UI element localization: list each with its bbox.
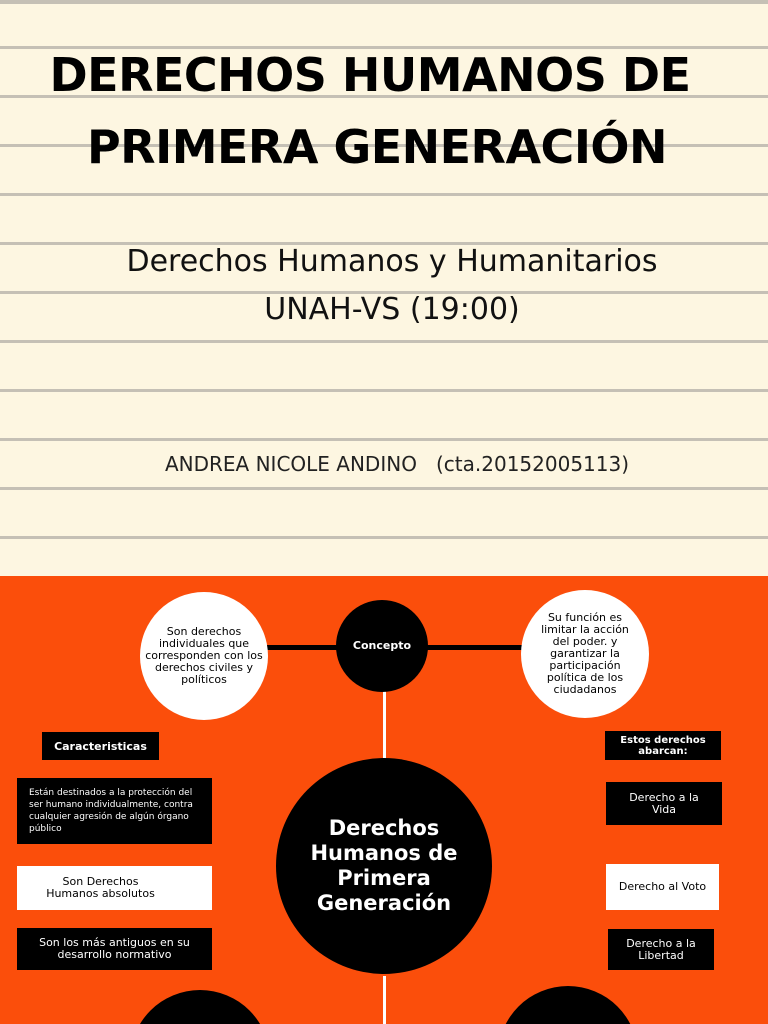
characteristic-item-2: Son Derechos Humanos absolutos (17, 866, 212, 910)
course-name: Derechos Humanos y Humanitarios (126, 244, 658, 279)
concept-label: Concepto (352, 639, 412, 652)
concept-map (0, 576, 768, 1024)
connector-vertical-bottom (383, 976, 386, 1024)
includes-label: Estos derechos abarcan: (605, 731, 721, 760)
connector-vertical-top (383, 691, 386, 761)
author-line: ANDREA NICOLE ANDINO (cta.20152005113) (164, 452, 630, 476)
central-node (276, 758, 492, 974)
includes-item-1: Derecho a la Vida (606, 782, 722, 825)
page-title-line-1: DERECHOS HUMANOS DE (49, 48, 691, 102)
includes-item-3: Derecho a la Libertad (608, 929, 714, 970)
concept-left-node (140, 592, 268, 720)
includes-item-2: Derecho al Voto (606, 864, 719, 910)
central-title: Derechos Humanos de Primera Generación (310, 816, 458, 915)
course-section: UNAH-VS (19:00) (264, 292, 520, 327)
concept-left-text: Son derechos individuales que corresponden con los derechos civiles y políticos (145, 625, 263, 686)
concept-node (336, 600, 428, 692)
characteristics-label: Caracteristicas (42, 732, 159, 760)
page-title-line-2: PRIMERA GENERACIÓN (86, 120, 668, 174)
characteristic-item-3: Son los más antiguos en su desarrollo normativo (17, 928, 212, 970)
bottom-right-node (498, 986, 638, 1024)
characteristic-item-1: Están destinados a la protección del ser humano individualmente, contra cualquier agresión de algún órgano público (17, 778, 212, 844)
bottom-left-node (130, 990, 270, 1024)
concept-right-text: Su función es limitar la acción del poder. y garantizar la participación política de los ciudadanos (541, 611, 629, 696)
concept-right-node (521, 590, 649, 718)
